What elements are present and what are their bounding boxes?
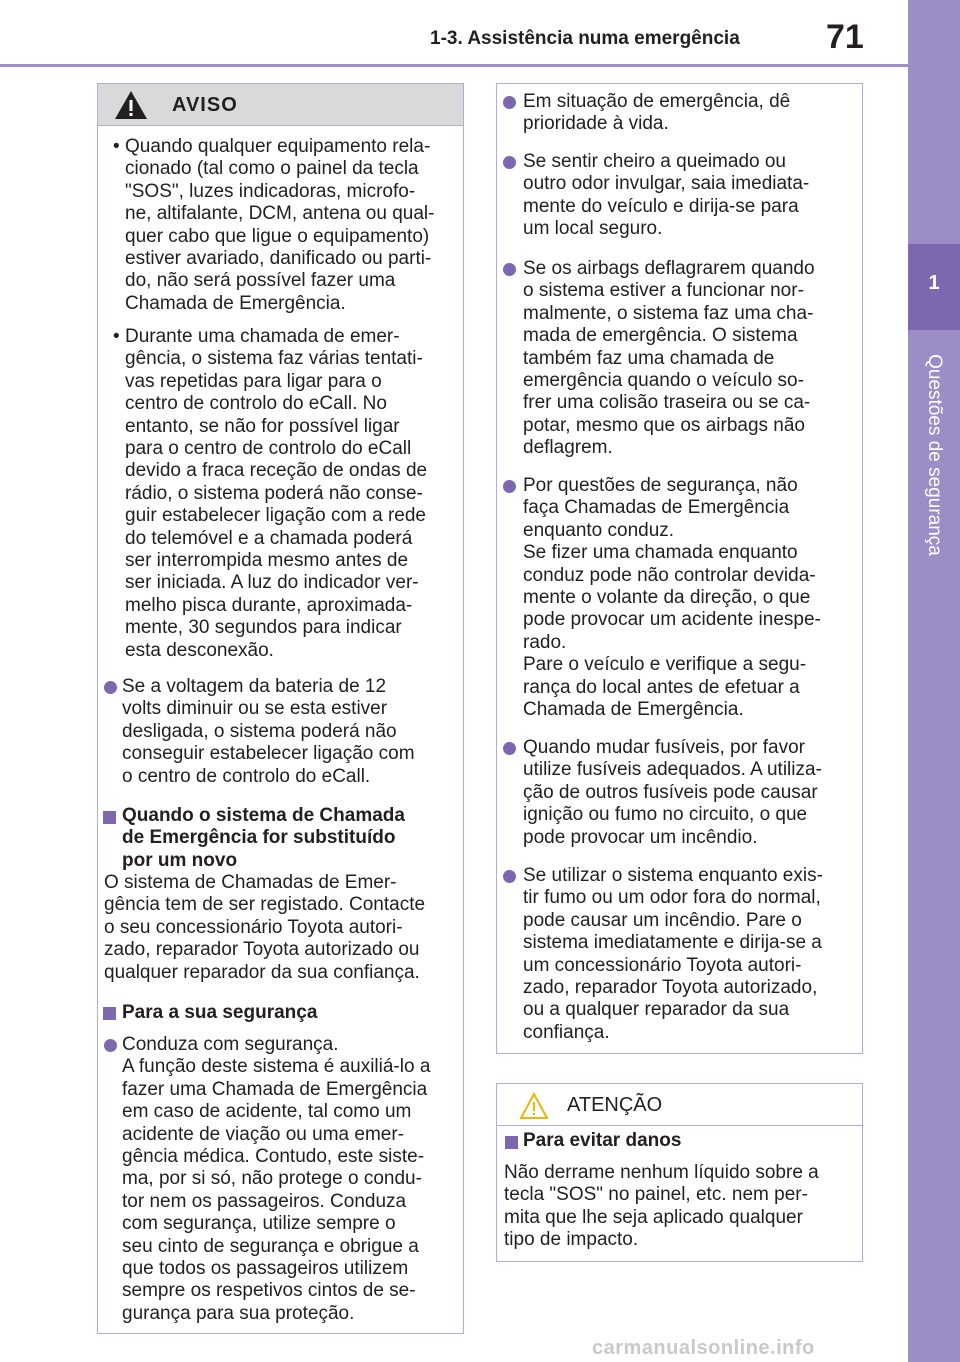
line: Se sentir cheiro a queimado ou xyxy=(523,151,786,172)
line: um local seguro. xyxy=(523,218,663,240)
line: devido a fraca receção de ondas de xyxy=(125,460,428,482)
square-bullet-icon xyxy=(103,1007,116,1020)
right-item-3 xyxy=(523,258,863,460)
line: Se fizer uma chamada enquanto xyxy=(523,542,798,564)
line: faça Chamadas de Emergência xyxy=(523,497,790,519)
line: outro odor invulgar, saia imediata- xyxy=(523,173,810,195)
line: mente do veículo e dirija-se para xyxy=(523,195,799,217)
line: zado, reparador Toyota autorizado ou xyxy=(104,939,420,961)
circle-bullet-icon xyxy=(503,96,516,109)
line: emergência quando o veículo so- xyxy=(523,370,804,392)
aviso-item-2 xyxy=(113,326,465,662)
line: tipo de impacto. xyxy=(504,1229,639,1251)
line: "SOS", luzes indicadoras, microfo- xyxy=(125,180,416,202)
replaced-heading xyxy=(122,805,462,872)
square-bullet-icon xyxy=(505,1136,518,1149)
line: para o centro de controlo do eCall xyxy=(125,438,412,460)
right-item-4 xyxy=(523,475,863,721)
line: pode causar um incêndio. Pare o xyxy=(523,909,802,931)
line: potar, mesmo que os airbags não xyxy=(523,414,806,436)
line: mente o volante da direção, o que xyxy=(523,587,811,609)
circle-bullet-icon xyxy=(104,681,117,694)
line: tor nem os passageiros. Conduza xyxy=(122,1190,407,1212)
line: por um novo xyxy=(122,849,238,871)
line: esta desconexão. xyxy=(125,639,274,661)
circle-bullet-icon xyxy=(503,870,516,883)
line: qualquer reparador da sua confiança. xyxy=(104,961,420,983)
page-number: 71 xyxy=(826,18,864,56)
line: sempre os respetivos cintos de se- xyxy=(122,1280,416,1302)
line: ou a qualquer reparador da sua xyxy=(523,999,790,1021)
circle-bullet-icon xyxy=(104,1039,117,1052)
caution-triangle-icon xyxy=(519,1092,549,1120)
line: de Emergência for substituído xyxy=(122,827,396,849)
line: com segurança, utilize sempre o xyxy=(122,1213,396,1235)
line: Quando qualquer equipamento rela- xyxy=(125,136,431,157)
line: O sistema de Chamadas de Emer- xyxy=(104,872,397,893)
line: Quando o sistema de Chamada xyxy=(122,805,405,826)
line: do telemóvel e a chamada poderá xyxy=(125,527,413,549)
line: Pare o veículo e verifique a segu- xyxy=(523,654,807,676)
line: A função deste sistema é auxiliá-lo a xyxy=(122,1056,431,1078)
bullet-mark: • xyxy=(113,326,120,347)
line: tecla "SOS" no painel, etc. nem per- xyxy=(504,1184,808,1206)
line: Se a voltagem da bateria de 12 xyxy=(122,676,387,697)
line: confiança. xyxy=(523,1021,610,1043)
line: ser iniciada. A luz do indicador ver- xyxy=(125,572,419,594)
line: Se os airbags deflagrarem quando xyxy=(523,258,815,279)
atencao-notice-box xyxy=(496,1083,863,1262)
line: gência médica. Contudo, este siste- xyxy=(122,1146,425,1168)
line: malmente, o sistema faz uma cha- xyxy=(523,302,814,324)
line: Chamada de Emergência. xyxy=(125,292,346,314)
line: ma, por si só, não protege o condu- xyxy=(122,1168,422,1190)
aviso-warning-box xyxy=(97,83,464,1334)
line: melho pisca durante, aproximada- xyxy=(125,594,413,616)
atencao-title: ATENÇÃO xyxy=(567,1094,663,1116)
battery-item xyxy=(122,676,462,788)
line: frer uma colisão traseira ou se ca- xyxy=(523,392,811,414)
line: volts diminuir ou se esta estiver xyxy=(122,698,388,720)
line: Quando mudar fusíveis, por favor xyxy=(523,737,805,758)
circle-bullet-icon xyxy=(503,156,516,169)
right-item-5 xyxy=(523,737,863,849)
safety-item xyxy=(122,1034,462,1325)
line: Não derrame nenhum líquido sobre a xyxy=(504,1162,819,1183)
line: Conduza com segurança. xyxy=(122,1034,339,1055)
circle-bullet-icon xyxy=(503,263,516,276)
line: Chamada de Emergência. xyxy=(523,699,744,721)
warning-triangle-icon xyxy=(114,90,148,120)
line: Em situação de emergência, dê xyxy=(523,91,791,112)
line: seu cinto de segurança e obrigue a xyxy=(122,1235,419,1257)
square-bullet-icon xyxy=(103,811,116,824)
line: Se utilizar o sistema enquanto exis- xyxy=(523,865,823,886)
line: acidente de viação ou uma emer- xyxy=(122,1123,404,1145)
header-divider xyxy=(0,64,908,67)
line: rádio, o sistema poderá não conse- xyxy=(125,482,423,504)
line: guir estabelecer ligação com a rede xyxy=(125,505,427,527)
line: Por questões de segurança, não xyxy=(523,475,798,496)
atencao-heading: Para evitar danos xyxy=(523,1130,682,1151)
chapter-side-tab xyxy=(908,0,960,1362)
line: o centro de controlo do eCall. xyxy=(122,765,371,787)
line: um concessionário Toyota autori- xyxy=(523,954,802,976)
line: estiver avariado, danificado ou parti- xyxy=(125,248,432,270)
line: sistema imediatamente e dirija-se a xyxy=(523,932,822,954)
section-title: 1-3. Assistência numa emergência xyxy=(430,28,740,49)
line: rança do local antes de efetuar a xyxy=(523,676,800,698)
safety-heading: Para a sua segurança xyxy=(122,1002,318,1023)
right-item-6 xyxy=(523,865,863,1044)
line: centro de controlo do eCall. No xyxy=(125,393,387,415)
line: em caso de acidente, tal como um xyxy=(122,1101,412,1123)
line: zado, reparador Toyota autorizado, xyxy=(523,977,818,999)
right-item-2 xyxy=(523,151,863,241)
aviso-title: AVISO xyxy=(172,94,238,116)
chapter-label: Questões de segurança xyxy=(924,354,945,556)
line: ção de outros fusíveis pode causar xyxy=(523,781,818,803)
line: o sistema estiver a funcionar nor- xyxy=(523,280,804,302)
line: cionado (tal como o painel da tecla xyxy=(125,158,419,180)
line: pode provocar um acidente inespe- xyxy=(523,609,821,631)
replaced-text xyxy=(104,872,464,984)
line: enquanto conduz. xyxy=(523,519,675,541)
aviso-header xyxy=(98,84,463,126)
chapter-number: 1 xyxy=(928,272,940,294)
line: conseguir estabelecer ligação com xyxy=(122,743,415,765)
line: gurança para sua proteção. xyxy=(122,1302,355,1324)
circle-bullet-icon xyxy=(503,742,516,755)
line: utilize fusíveis adequados. A utiliza- xyxy=(523,759,822,781)
line: gência tem de ser registado. Contacte xyxy=(104,894,426,916)
line: o seu concessionário Toyota autori- xyxy=(104,916,403,938)
right-item-1 xyxy=(523,91,863,136)
line: ser interrompida mesmo antes de xyxy=(125,550,409,572)
line: prioridade à vida. xyxy=(523,113,669,135)
bullet-mark: • xyxy=(113,136,120,157)
watermark: carmanualsonline.info xyxy=(592,1337,815,1359)
line: mada de emergência. O sistema xyxy=(523,325,798,347)
line: quer cabo que ligue o equipamento) xyxy=(125,225,430,247)
atencao-header xyxy=(497,1084,862,1126)
line: rado. xyxy=(523,631,567,653)
aviso-continuation-box xyxy=(496,83,863,1054)
line: gência, o sistema faz várias tentati- xyxy=(125,348,423,370)
line: também faz uma chamada de xyxy=(523,347,775,369)
aviso-item-1 xyxy=(113,136,465,315)
circle-bullet-icon xyxy=(503,480,516,493)
line: deflagrem. xyxy=(523,437,613,459)
line: desligada, o sistema poderá não xyxy=(122,720,397,742)
line: Durante uma chamada de emer- xyxy=(125,326,400,347)
line: do, não será possível fazer uma xyxy=(125,270,396,292)
line: que todos os passageiros utilizem xyxy=(122,1258,409,1280)
line: tir fumo ou um odor fora do normal, xyxy=(523,887,821,909)
line: ne, altifalante, DCM, antena ou qual- xyxy=(125,203,435,225)
line: entanto, se não for possível ligar xyxy=(125,415,400,437)
atencao-text xyxy=(504,1162,862,1252)
line: fazer uma Chamada de Emergência xyxy=(122,1078,428,1100)
line: conduz pode não controlar devida- xyxy=(523,564,816,586)
line: pode provocar um incêndio. xyxy=(523,826,758,848)
line: ignição ou fumo no circuito, o que xyxy=(523,804,808,826)
line: mita que lhe seja aplicado qualquer xyxy=(504,1206,803,1228)
line: mente, 30 segundos para indicar xyxy=(125,617,402,639)
line: vas repetidas para ligar para o xyxy=(125,370,382,392)
